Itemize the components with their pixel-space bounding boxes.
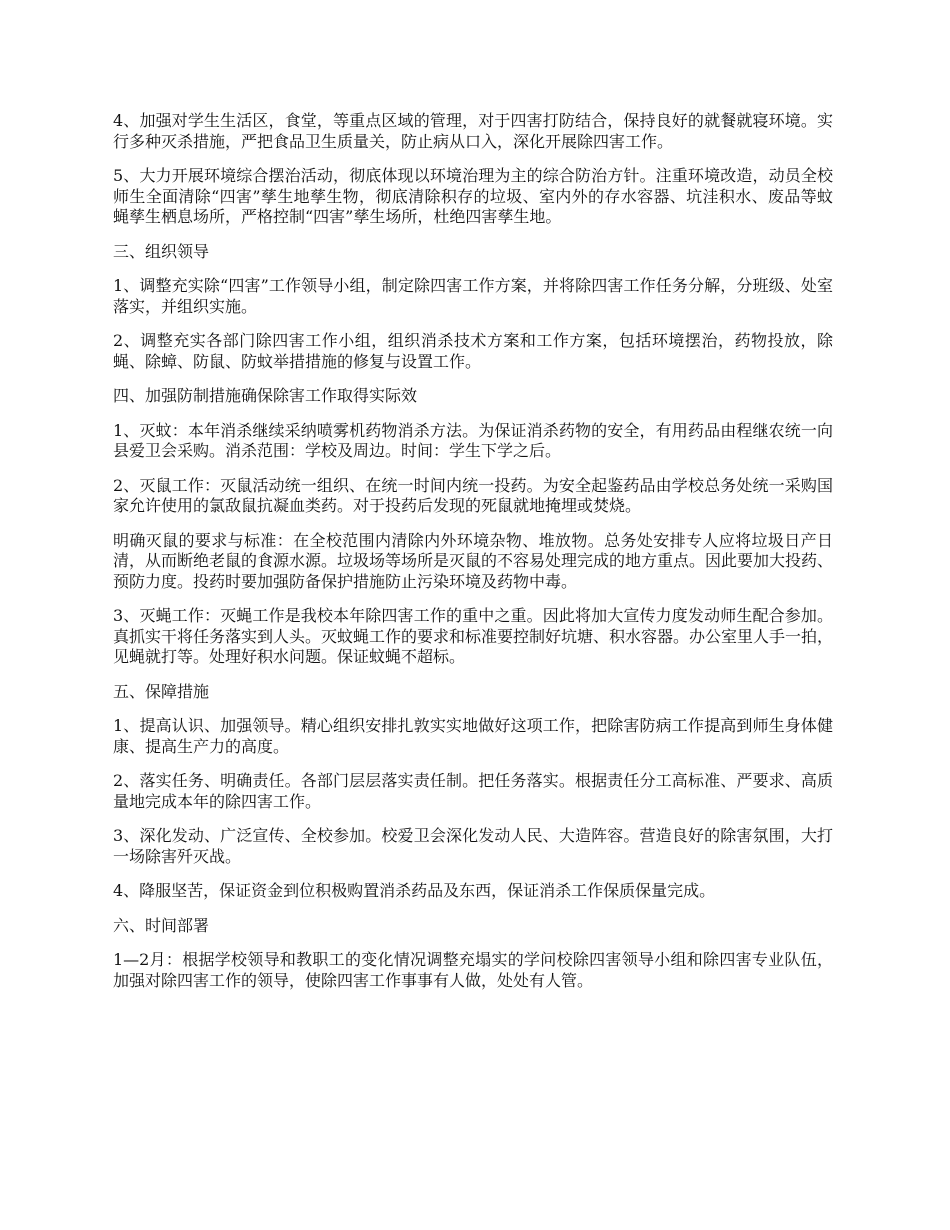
section-heading: 三、组织领导 <box>113 241 210 261</box>
paragraph: 5、大力开展环境综合摆治活动，彻底体现以环境治理为主的综合防治方针。注重环境改造，动员全校师生全面清除“四害”孳生地孳生物，彻底清除积存的垃圾、室内外的存水容器、坑洼积水、废品等蚊蝇孳生栖息场所，严格控制“四害”孳生场所，杜绝四害孳生地。 <box>113 166 833 226</box>
section-heading: 六、时间部署 <box>113 915 210 935</box>
section-heading: 四、加强防制措施确保除害工作取得实际效 <box>113 386 418 405</box>
section-heading: 五、保障措施 <box>113 681 210 701</box>
paragraph: 1、灭蚊：本年消杀继续采纳喷雾机药物消杀方法。为保证消杀药物的安全，有用药品由程继农统一向县爱卫会采购。消杀范围：学校及周边。时间：学生下学之后。 <box>113 420 833 460</box>
paragraph: 4、加强对学生生活区，食堂，等重点区域的管理，对于四害打防结合，保持良好的就餐就寝环境。实行多种灭杀措施，严把食品卫生质量关，防止病从口入，深化开展除四害工作。 <box>113 111 833 151</box>
paragraph: 1、提高认识、加强领导。精心组织安排扎敦实实地做好这项工作，把除害防病工作提高到师生身体健康、提高生产力的高度。 <box>113 716 833 756</box>
paragraph: 2、落实任务、明确责任。各部门层层落实责任制。把任务落实。根据责任分工高标准、严要求、高质量地完成本年的除四害工作。 <box>113 771 833 811</box>
paragraph: 1、调整充实除“四害”工作领导小组，制定除四害工作方案，并将除四害工作任务分解，分班级、处室落实，并组织实施。 <box>113 276 833 316</box>
paragraph: 明确灭鼠的要求与标准：在全校范围内清除内外环境杂物、堆放物。总务处安排专人应将垃圾日产日清，从而断绝老鼠的食源水源。垃圾场等场所是灭鼠的不容易处理完成的地方重点。因此要加大投药、预防力度。投药时要加强防备保护措施防止污染环境及药物中毒。 <box>113 530 834 591</box>
paragraph: 3、灭蝇工作：灭蝇工作是我校本年除四害工作的重中之重。因此将加大宣传力度发动师生配合参加。真抓实干将任务落实到人头。灭蚊蝇工作的要求和标准要控制好坑塘、积水容器。办公室里人手一拍，见蝇就打等。处理好积水问题。保证蚊蝇不超标。 <box>113 606 834 666</box>
paragraph: 4、降服坚苦，保证资金到位积极购置消杀药品及东西，保证消杀工作保质保量完成。 <box>113 881 716 900</box>
paragraph: 2、灭鼠工作：灭鼠活动统一组织、在统一时间内统一投药。为安全起鉴药品由学校总务处统一采购国家允许使用的氯敌鼠抗凝血类药。对于投药后发现的死鼠就地掩埋或焚烧。 <box>113 475 833 515</box>
paragraph: 3、深化发动、广泛宣传、全校参加。校爱卫会深化发动人民、大造阵容。营造良好的除害氛围，大打一场除害歼灭战。 <box>113 826 833 866</box>
document-body <box>113 111 833 1005</box>
paragraph: 1—2月：根据学校领导和教职工的变化情况调整充塌实的学问校除四害领导小组和除四害专业队伍，加强对除四害工作的领导，使除四害工作事事有人做，处处有人管。 <box>113 950 833 990</box>
paragraph: 2、调整充实各部门除四害工作小组，组织消杀技术方案和工作方案，包括环境摆治，药物投放，除蝇、除蟑、防鼠、防蚊举措措施的修复与设置工作。 <box>113 331 833 371</box>
